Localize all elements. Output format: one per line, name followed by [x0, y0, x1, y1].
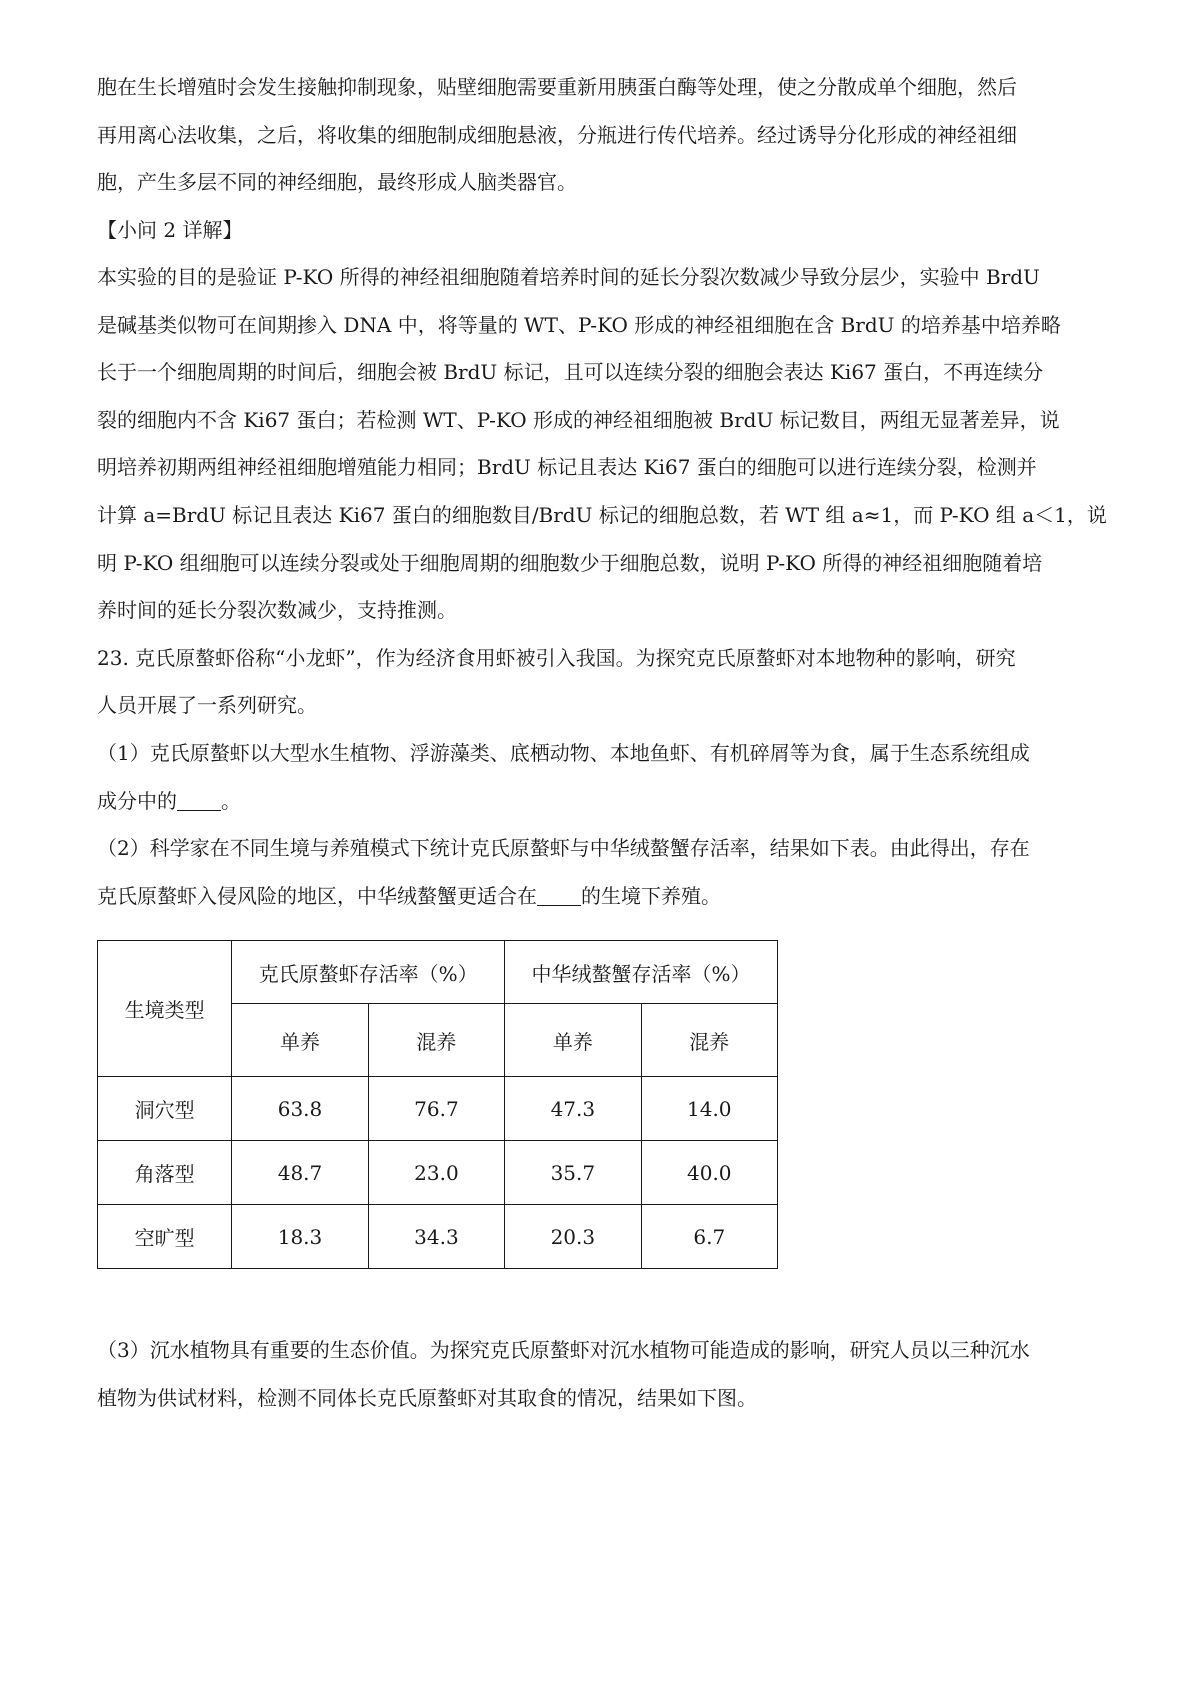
paragraph-line: 胞在生长增殖时会发生接触抑制现象，贴壁细胞需要重新用胰蛋白酶等处理，使之分散成单个细胞，然后	[97, 75, 1017, 99]
section-heading: 【小问 2 详解】	[97, 218, 243, 242]
value-cell: 40.0	[641, 1141, 777, 1205]
header-crab: 中华绒螯蟹存活率（%）	[505, 941, 778, 1004]
paragraph-line: 长于一个细胞周期的时间后，细胞会被 BrdU 标记，且可以连续分裂的细胞会表达 Ki67 蛋白，不再连续分	[97, 360, 1044, 384]
value-cell: 47.3	[505, 1077, 641, 1141]
question-stem: 人员开展了一系列研究。	[97, 693, 317, 717]
paragraph-line: 裂的细胞内不含 Ki67 蛋白；若检测 WT、P-KO 形成的神经祖细胞被 BrdU 标记数目，两组无显著差异，说	[97, 408, 1060, 432]
habitat-cell: 洞穴型	[98, 1077, 232, 1141]
paragraph-line: 再用离心法收集，之后，将收集的细胞制成细胞悬液，分瓶进行传代培养。经过诱导分化形成的神经祖细	[97, 123, 1017, 147]
value-cell: 34.3	[368, 1205, 504, 1269]
subheader-cell: 混养	[641, 1004, 777, 1077]
subheader-cell: 混养	[368, 1004, 504, 1077]
value-cell: 23.0	[368, 1141, 504, 1205]
answer-blank	[537, 885, 581, 906]
paragraph-line: 明培养初期两组神经祖细胞增殖能力相同；BrdU 标记且表达 Ki67 蛋白的细胞可以进行连续分裂，检测并	[97, 455, 1037, 479]
subheader-cell: 单养	[505, 1004, 641, 1077]
value-cell: 35.7	[505, 1141, 641, 1205]
sub-question-3: 植物为供试材料，检测不同体长克氏原螯虾对其取食的情况，结果如下图。	[97, 1386, 757, 1410]
table-row	[98, 1077, 778, 1141]
answer-blank	[177, 790, 221, 811]
value-cell: 48.7	[232, 1141, 368, 1205]
text-before-blank: 成分中的	[97, 789, 177, 813]
sub-question-1: （1）克氏原螯虾以大型水生植物、浮游藻类、底栖动物、本地鱼虾、有机碎屑等为食，属于生态系统组成	[97, 741, 1030, 765]
habitat-cell: 角落型	[98, 1141, 232, 1205]
sub-question-1-tail	[97, 787, 1107, 815]
sub-question-2: （2）科学家在不同生境与养殖模式下统计克氏原螯虾与中华绒螯蟹存活率，结果如下表。由此得出，存在	[97, 836, 1030, 860]
value-cell: 20.3	[505, 1205, 641, 1269]
survival-rate-table	[97, 940, 778, 1269]
value-cell: 76.7	[368, 1077, 504, 1141]
header-habitat: 生境类型	[98, 941, 232, 1077]
paragraph-line: 胞，产生多层不同的神经细胞，最终形成人脑类器官。	[97, 170, 577, 194]
header-crayfish: 克氏原螯虾存活率（%）	[232, 941, 505, 1004]
question-stem: 23. 克氏原螯虾俗称“小龙虾”，作为经济食用虾被引入我国。为探究克氏原螯虾对本地物种的影响，研究	[97, 646, 1016, 670]
paragraph-line: 养时间的延长分裂次数减少，支持推测。	[97, 598, 457, 622]
sub-question-3: （3）沉水植物具有重要的生态价值。为探究克氏原螯虾对沉水植物可能造成的影响，研究人员以三种沉水	[97, 1338, 1030, 1362]
subheader-cell: 单养	[232, 1004, 368, 1077]
value-cell: 18.3	[232, 1205, 368, 1269]
value-cell: 6.7	[641, 1205, 777, 1269]
text-before-blank: 克氏原螯虾入侵风险的地区，中华绒螯蟹更适合在	[97, 884, 537, 908]
text-after-blank: 的生境下养殖。	[581, 884, 721, 908]
habitat-cell: 空旷型	[98, 1205, 232, 1269]
paragraph-line: 本实验的目的是验证 P-KO 所得的神经祖细胞随着培养时间的延长分裂次数减少导致分层少，实验中 BrdU	[97, 265, 1040, 289]
paragraph-line: 是碱基类似物可在间期掺入 DNA 中，将等量的 WT、P-KO 形成的神经祖细胞在含 BrdU 的培养基中培养略	[97, 313, 1061, 337]
table-row	[98, 1205, 778, 1269]
table-row	[98, 1141, 778, 1205]
value-cell: 14.0	[641, 1077, 777, 1141]
value-cell: 63.8	[232, 1077, 368, 1141]
sub-question-2-tail	[97, 882, 1107, 910]
paragraph-line: 明 P-KO 组细胞可以连续分裂或处于细胞周期的细胞数少于细胞总数，说明 P-KO 所得的神经祖细胞随着培	[97, 551, 1043, 575]
paragraph-line: 计算 a=BrdU 标记且表达 Ki67 蛋白的细胞数目/BrdU 标记的细胞总数，若 WT 组 a≈1，而 P-KO 组 a＜1，说	[97, 503, 1107, 527]
text-after-blank: 。	[221, 789, 241, 813]
